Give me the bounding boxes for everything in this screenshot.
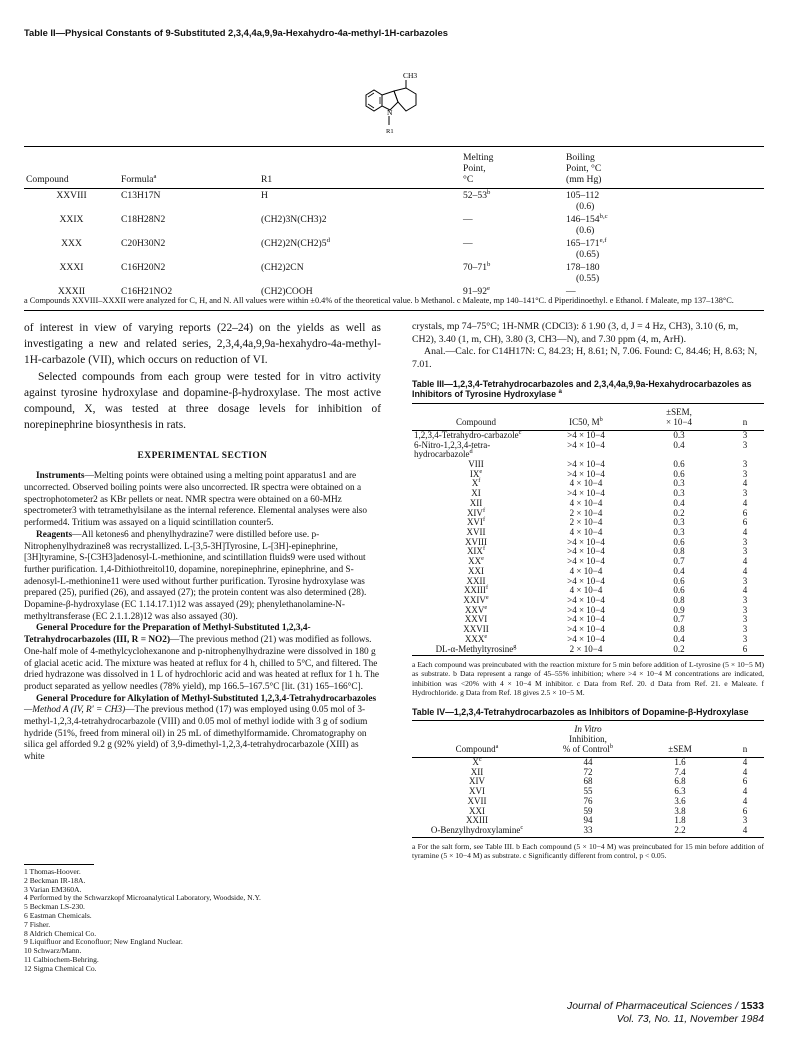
page-number: 1533 — [740, 1001, 764, 1012]
table-row — [24, 237, 764, 261]
t3-cell-compound: XIX$^f$ — [466, 545, 486, 557]
t3-cell-ic50: >4 × 10−4 — [567, 595, 605, 606]
nmr-paragraph: crystals, mp 74–75°C; 1H-NMR (CDCl3): δ 1.90 (3, d, J = 4 Hz, CH3), 3.10 (6, m, CH2), 3.40 (1, m, CH), 3.80 (3, CH3—N), and 7.30 ppm (4, m, ArH). — [412, 321, 739, 345]
t3-cell-compound: XII — [469, 497, 483, 508]
t4-cell-n: 4 — [742, 786, 748, 797]
table2 — [24, 146, 764, 311]
reagents-paragraph: Reagents—All ketones6 and phenylhydrazine7 were distilled before use. p-Nitrophenylhydrazine8 was recrystallized. L-[3,5-3H]Tyrosine, L-[3H]-epinephrine, [3H]tyramine, S-[C3H3]adenosyl-L-methionine, and scintillation fluids9 were used without further purification. 1,4-Dithiothreitol10, dopamine, norepinephrine, epinephrine, and S-adenosyl-L-methionine11 were used without further purification. Tyrosine hydroxylase was prepared (25), purified (26), and assayed (27); the protein content was also determined (28). Dopamine-β-hydroxylase (EC 1.14.17.1)12 was assayed (29); phenylethanolamine-N-methyltransferase (EC 2.1.1.28)12 was also assayed (30). — [24, 529, 367, 622]
t3-cell-sem: 0.7 — [673, 556, 685, 567]
t3-header-compound: Compound — [412, 407, 540, 430]
t3-cell-n: 3 — [742, 595, 748, 606]
table-row — [24, 213, 764, 237]
table2-title: Table II—Physical Constants of 9-Substituted 2,3,4,4a,9,9a-Hexahydro-4a-methyl-1H-carbazoles — [24, 27, 448, 38]
t3-cell-compound: XXVI — [464, 614, 488, 625]
t4-cell-sem: 1.6 — [674, 757, 686, 767]
footnote-item: 8 Aldrich Chemical Co. — [24, 928, 97, 938]
t3-cell-n: 3 — [742, 458, 748, 469]
t3-cell-compound: DL-α-Methyltyrosine$^g$ — [412, 645, 540, 656]
t3-cell-ic50: >4 × 10−4 — [567, 468, 605, 479]
t4-header-n: n — [726, 724, 764, 757]
t3-cell-compound: XXIVe — [463, 594, 489, 606]
t2-cell-formula: C16H21NO2 — [119, 285, 259, 311]
footnotes — [24, 868, 324, 974]
t4-cell-sem: 7.4 — [674, 766, 686, 777]
t3-cell-ic50: >4 × 10−4 — [567, 575, 605, 586]
t3-cell-n: 3 — [742, 604, 748, 615]
t2-cell-mp: 70–71$^b$ — [463, 261, 491, 274]
t3-cell-sem: 0.6 — [673, 468, 685, 479]
t4-cell-compound: XXI — [469, 805, 485, 816]
t3-cell-compound: XXII — [466, 575, 486, 586]
instruments-paragraph: Instruments—Melting points were obtained using a melting point apparatus1 and are uncorrected. Observed boiling points were also uncorrected. IR spectra were obtained on a spectrophotometer2 as KBr pellets or neat. NMR spectra were obtained on a 60-MHz spectrometer3 with tetramethylsilane as the internal reference. Elemental analyses were also performed4. Tritium was assayed on a liquid scintillation counter5. — [24, 471, 368, 529]
t2-cell-r1: H — [261, 190, 268, 202]
t3-cell-ic50: >4 × 10−4 — [567, 624, 605, 635]
t3-cell-n: 4 — [742, 565, 748, 576]
journal-footer — [560, 1000, 764, 1026]
t2-header-mp: Melting Point, °C — [461, 151, 564, 189]
t3-cell-ic50: 2 × 10−4 — [540, 645, 632, 656]
t3-cell-sem: 0.9 — [673, 604, 685, 615]
footnote-item: 2 Beckman IR-18A. — [24, 875, 86, 885]
t3-cell-compound: XI — [471, 488, 481, 499]
t2-cell-r1: (CH2)2N(CH2)5$^d$ — [261, 237, 330, 250]
t3-cell-ic50: >4 × 10−4 — [567, 536, 605, 547]
table-row — [24, 261, 764, 285]
journal-name: Journal of Pharmaceutical Sciences / — [567, 1001, 741, 1012]
t3-cell-compound: XIV$^f$ — [466, 506, 486, 518]
t3-cell-sem: 0.6 — [673, 585, 685, 596]
t3-cell-n: 3 — [742, 633, 748, 644]
t3-cell-sem: 0.2 — [673, 507, 685, 518]
t4-cell-inhibition: 72 — [583, 766, 593, 777]
t3-cell-compound: IXe — [469, 467, 483, 479]
t3-cell-compound: XVII — [466, 527, 486, 537]
t3-cell-sem: 0.3 — [673, 517, 685, 528]
t2-cell-r1: (CH2)COOH — [259, 285, 461, 311]
t3-cell-sem: 0.7 — [673, 614, 685, 625]
t4-cell-compound: $X^c$ — [472, 756, 482, 767]
t4-cell-inhibition: 55 — [583, 786, 593, 797]
t3-cell-n: 6 — [742, 517, 748, 528]
t2-header-formula: Formula$^a$ — [119, 151, 259, 189]
t2-cell-mp: 91–92e — [461, 285, 564, 311]
t3-cell-compound: VIII — [468, 458, 484, 469]
t4-cell-n: 4 — [742, 795, 748, 806]
t3-cell-sem: 0.3 — [673, 429, 685, 440]
t3-cell-compound: XVIII — [465, 536, 487, 547]
t4-cell-sem: 6.8 — [674, 776, 686, 787]
t4-header-compound: Compound$^a$ — [412, 724, 542, 757]
t4-cell-compound: XXIII — [466, 815, 488, 826]
t3-cell-ic50: 4 × 10−4 — [569, 585, 603, 596]
table3-footnote: a Each compound was preincubated with the reaction mixture for 5 min before addition of L-tyrosine (5 × 10−5 M) as substrate. b Data represent a range of 45–55% inhibition; where >4 × 10−4 M concentrations are indicated, inhibition was <20% with 4 × 10−4 M inhibitor. c Data from Ref. 20. d Data from Ref. 21. e Maleate. f Hydrochloride. g Data from Ref. 18 gives 2.5 × 10−5 M. — [412, 660, 764, 697]
t4-cell-compound: XIV — [469, 776, 485, 787]
footnote-item: 12 Sigma Chemical Co. — [24, 963, 97, 973]
t3-cell-ic50: 2 × 10−4 — [569, 517, 603, 528]
footnote-divider — [24, 864, 94, 865]
t4-header-sem: ±SEM — [634, 724, 726, 757]
t3-cell-n: 3 — [742, 536, 748, 547]
t3-cell-n: 6 — [726, 645, 764, 656]
table-row — [412, 826, 764, 837]
t3-cell-sem: 0.3 — [673, 527, 685, 537]
t3-cell-sem: 0.2 — [632, 645, 726, 656]
t3-cell-ic50: 2 × 10−4 — [569, 507, 603, 518]
t4-cell-compound: XII — [470, 766, 484, 777]
t3-cell-compound: XXVII — [463, 624, 489, 635]
t4-cell-sem: 3.8 — [674, 805, 686, 816]
right-column — [412, 321, 764, 860]
t2-cell-mp: — — [463, 214, 473, 226]
t2-cell-formula: C13H17N — [121, 190, 161, 202]
t4-cell-n: 3 — [742, 815, 748, 826]
t4-cell-inhibition: 44 — [583, 757, 593, 767]
t2-cell-compound: XXXII — [24, 285, 119, 311]
table-row — [412, 441, 764, 460]
t4-cell-compound: O-Benzylhydroxylamine$^c$ — [412, 826, 542, 837]
t2-cell-mp: — — [463, 238, 473, 250]
t3-cell-n: 3 — [742, 546, 748, 557]
t4-cell-n: 6 — [742, 776, 748, 787]
t2-cell-bp: 105–112 (0.6) — [566, 190, 600, 213]
t4-cell-inhibition: 33 — [542, 826, 634, 837]
t3-cell-sem: 0.8 — [673, 624, 685, 635]
left-column — [24, 320, 381, 764]
t4-cell-compound: XVI — [469, 786, 485, 797]
t3-cell-ic50: >4 × 10−4 — [567, 458, 605, 469]
t2-cell-compound: XXIX — [59, 214, 84, 226]
t3-cell-ic50: 4 × 10−4 — [569, 565, 603, 576]
t4-cell-sem: 6.3 — [674, 786, 686, 797]
intro-paragraph-1: of interest in view of varying reports (22–24) on the yields as well as investigating a new and related series, 2,3,4,4a,9,9a-hexahydro-4a-methyl-1H-carbazole (VII), which occurs on reduction of VI. — [24, 322, 381, 367]
t4-cell-compound: XVII — [467, 795, 487, 806]
t3-cell-compound: XXIII$^f$ — [463, 584, 489, 596]
general-procedure-1: General Procedure for the Preparation of Methyl-Substituted 1,2,3,4-Tetrahydrocarbazoles (III, R = NO2)—The previous method (21) was modified as follows. One-half mole of 4-methylcyclohexanone and p-nitrophenylhydrazine were dissolved in 180 g of glacial acetic acid. The mixture was heated at reflux for 4 h, chilled to 5°C, and filtered. The dried hydrazone was dissolved in 1 L of hydrochloric acid and was heated at reflux for 1 h. The product separated as yellow needles (78% yield), mp 166.5–167.5°C [lit. (31) 165–166°C]. — [24, 623, 379, 692]
t3-cell-sem: 0.6 — [673, 458, 685, 469]
t3-cell-n: 3 — [742, 488, 748, 499]
t3-cell-n: 4 — [742, 556, 748, 567]
t3-cell-sem: 0.6 — [673, 575, 685, 586]
t3-cell-compound: $X^f$ — [471, 477, 481, 489]
t3-header-n: n — [726, 407, 764, 430]
t3-cell-compound: XVI$^f$ — [466, 516, 486, 528]
t3-cell-n: 6 — [742, 507, 748, 518]
t3-cell-compound: 1,2,3,4-Tetrahydro-carbazole$^c$ — [414, 428, 522, 440]
table-row — [24, 189, 764, 214]
t3-cell-compound: XXI — [468, 565, 484, 576]
intro-paragraph-2: Selected compounds from each group were tested for in vitro activity against tyrosine hydroxylase and dopamine-β-hydroxylase. The most active compound, X, was tested at three dosage levels for inhibition of norepinephrine biosynthesis in rats. — [24, 370, 381, 432]
t2-cell-bp: — — [564, 285, 764, 311]
general-procedure-2: General Procedure for Alkylation of Methyl-Substituted 1,2,3,4-Tetrahydrocarbazoles—Method A (IV, R' = CH3)—The previous method (17) was employed using 0.05 mol of 3-methyl-1,2,3,4-tetrahydrocarbazole (VIII) and 0.05 mol of methyl iodide with 3 g of sodium hydride (51%, freed from mineral oil) in 25 mL of dimethylformamide. Chromatography on silica gel afforded 9.2 g (92% yield) of 3,9-dimethyl-1,2,3,4-tetrahydrocarbazole (XIII) as white — [24, 693, 377, 763]
t4-cell-inhibition: 94 — [583, 815, 593, 826]
t2-cell-compound: XXXI — [59, 262, 84, 274]
t2-header-bp: Boiling Point, °C (mm Hg) — [564, 151, 764, 189]
t3-cell-sem: 0.8 — [673, 595, 685, 606]
t4-cell-n: 6 — [742, 805, 748, 816]
t3-cell-sem: 0.4 — [673, 565, 685, 576]
t2-header-r1: R1 — [259, 151, 461, 189]
analysis-paragraph: Anal.—Calc. for C14H17N: C, 84.23; H, 8.61; N, 7.06. Found: C, 84.46; H, 8.63; N, 7.01. — [412, 346, 758, 371]
footnote-item: 6 Eastman Chemicals. — [24, 910, 92, 920]
t4-cell-inhibition: 68 — [583, 776, 593, 787]
t3-cell-n: 3 — [742, 429, 748, 440]
t3-cell-sem: 0.4 — [673, 633, 685, 644]
table3 — [412, 403, 764, 656]
t3-cell-compound: XXVe — [464, 603, 488, 615]
t3-cell-sem: 0.3 — [673, 488, 685, 499]
t3-cell-compound: XXXe — [464, 632, 488, 644]
t2-cell-formula: C20H30N2 — [121, 238, 166, 250]
t4-cell-inhibition: 59 — [583, 805, 593, 816]
t4-cell-sem: 3.6 — [674, 795, 686, 806]
footnote-item: 7 Fisher. — [24, 919, 51, 929]
t2-cell-bp: 146–154$^{b,c}$ (0.6) — [566, 213, 608, 237]
footnote-item: 4 Performed by the Schwarzkopf Microanalytical Laboratory, Woodside, N.Y. — [24, 893, 261, 903]
t3-cell-n: 4 — [742, 497, 748, 508]
footnote-item: 11 Calbiochem-Behring. — [24, 954, 99, 964]
t3-cell-ic50: >4 × 10−4 — [567, 439, 605, 450]
t2-cell-r1: (CH2)2CN — [261, 262, 304, 274]
t2-cell-formula: C18H28N2 — [121, 214, 166, 226]
t4-cell-n: 4 — [742, 757, 748, 767]
t4-cell-n: 4 — [726, 826, 764, 837]
t4-cell-n: 4 — [742, 766, 748, 777]
t3-cell-ic50: >4 × 10−4 — [567, 614, 605, 625]
t2-cell-compound: XXVIII — [56, 190, 87, 202]
t4-header-inhibition: In Vitro Inhibition, % of Control$^b$ — [542, 724, 634, 757]
footnote-item: 3 Varian EM360A. — [24, 884, 82, 894]
t3-cell-compound: XXe — [468, 555, 484, 567]
t2-cell-r1: (CH2)3N(CH3)2 — [261, 214, 327, 226]
section-title: EXPERIMENTAL SECTION — [137, 451, 268, 462]
footnote-item: 10 Schwarz/Mann. — [24, 946, 82, 956]
t3-cell-n: 3 — [742, 614, 748, 625]
t4-cell-sem: 1.8 — [674, 815, 686, 826]
structure-methyl-label: CH3 — [403, 71, 418, 80]
t3-cell-ic50: >4 × 10−4 — [567, 633, 605, 644]
footnote-item: 5 Beckman LS-230. — [24, 902, 85, 912]
t3-cell-n: 4 — [742, 527, 748, 537]
table4-title: Table IV—1,2,3,4-Tetrahydrocarbazoles as Inhibitors of Dopamine-β-Hydroxylase — [412, 706, 749, 717]
t3-cell-ic50: >4 × 10−4 — [567, 488, 605, 499]
journal-volume: Vol. 73, No. 11, November 1984 — [616, 1014, 764, 1025]
t3-cell-n: 4 — [742, 585, 748, 596]
t2-cell-formula: C16H20N2 — [121, 262, 166, 274]
carbazole-structure-diagram — [360, 69, 440, 141]
t3-header-sem: ±SEM, × 10−4 — [632, 407, 726, 430]
t2-header-compound: Compound — [24, 151, 119, 189]
t2-cell-compound: XXX — [61, 238, 82, 250]
t3-cell-sem: 0.4 — [673, 497, 685, 508]
structure-r1-label: R1 — [386, 128, 394, 135]
t3-cell-n: 3 — [742, 624, 748, 635]
t3-cell-sem: 0.3 — [673, 478, 685, 489]
table3-title: Table III—1,2,3,4-Tetrahydrocarbazoles and 2,3,4,4a,9,9a-Hexahydrocarbazoles as Inhibitors of Tyrosine Hydroxylase $^a$ — [412, 378, 752, 400]
t2-cell-mp: 52–53$^b$ — [463, 189, 491, 202]
t3-cell-sem: 0.4 — [673, 439, 685, 450]
t4-cell-sem: 2.2 — [634, 826, 726, 837]
t3-cell-ic50: 4 × 10−4 — [569, 478, 603, 489]
t3-cell-ic50: >4 × 10−4 — [567, 429, 605, 440]
t3-header-ic50: IC50, $M^b$ — [540, 407, 632, 430]
t3-cell-sem: 0.8 — [673, 546, 685, 557]
table4 — [412, 720, 764, 837]
t2-cell-bp: 165–171$^{e,f}$ (0.65) — [566, 237, 607, 261]
t3-cell-ic50: >4 × 10−4 — [567, 604, 605, 615]
t3-cell-ic50: >4 × 10−4 — [567, 546, 605, 557]
t3-cell-n: 3 — [742, 575, 748, 586]
structure-nitrogen-label: N — [387, 108, 393, 117]
t3-cell-n: 4 — [742, 478, 748, 489]
t3-cell-ic50: 4 × 10−4 — [569, 527, 603, 537]
table-row — [412, 645, 764, 656]
footnote-item: 1 Thomas-Hoover. — [24, 867, 81, 876]
t3-cell-sem: 0.6 — [673, 536, 685, 547]
t3-cell-ic50: 4 × 10−4 — [569, 497, 603, 508]
t3-cell-compound: 6-Nitro-1,2,3,4-tetra-hydrocarbazole$^d$ — [414, 439, 491, 460]
t3-cell-n: 3 — [742, 439, 748, 450]
t3-cell-n: 3 — [742, 468, 748, 479]
t4-cell-inhibition: 76 — [583, 795, 593, 806]
footnote-item: 9 Liquifluor and Econofluor; New England Nuclear. — [24, 937, 183, 947]
t3-cell-ic50: >4 × 10−4 — [567, 556, 605, 567]
t2-cell-bp: 178–180 (0.55) — [566, 262, 600, 285]
table2-footnote: a Compounds XXVIII–XXXII were analyzed for C, H, and N. All values were within ±0.4% of the theoretical value. b Methanol. c Maleate, mp 140–141°C. d Piperidinoethyl. e Ethanol. f Maleate, mp 137–138°C. — [24, 296, 734, 305]
table4-footnote: a For the salt form, see Table III. b Each compound (5 × 10−4 M) was preincubated for 15 min before addition of tyramine (5 × 10−4 M) as substrate. c Significantly different from control, p < 0.05. — [412, 841, 764, 860]
